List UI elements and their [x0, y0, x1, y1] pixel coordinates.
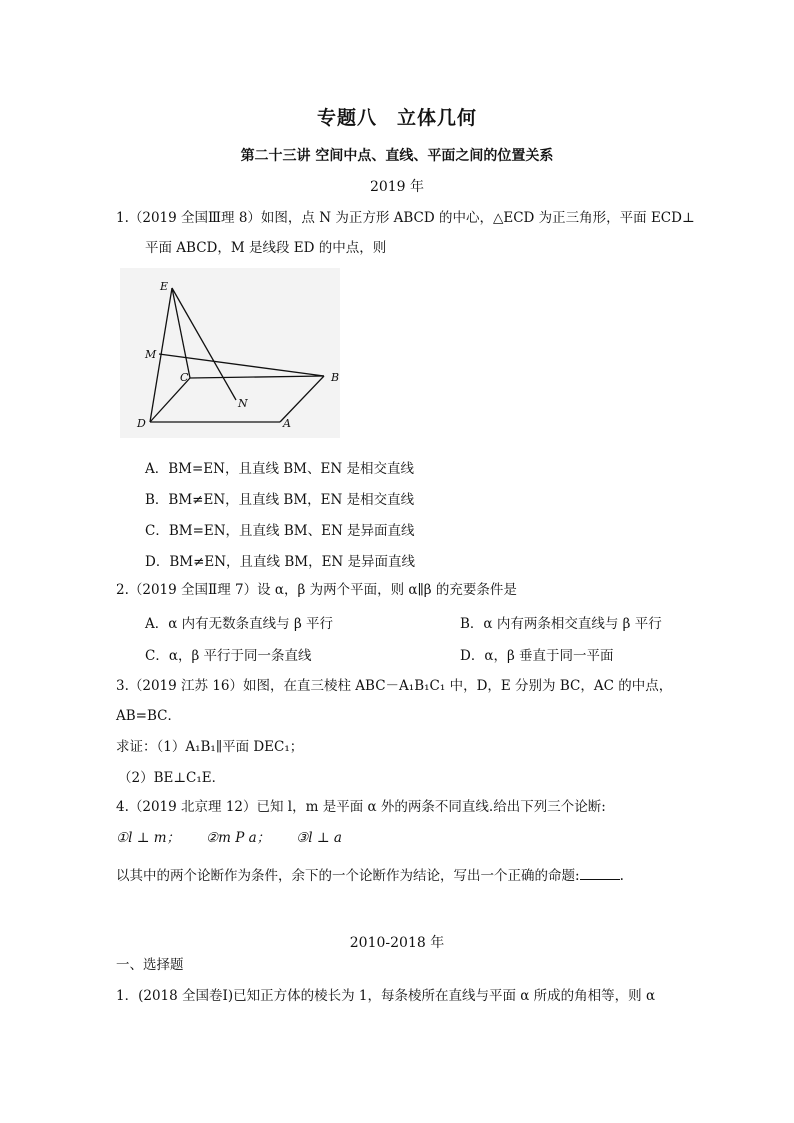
answer-blank[interactable]	[580, 867, 620, 880]
year-heading-2019: 2019 年	[369, 179, 425, 195]
q4-instruction	[116, 866, 624, 886]
edge-C-B	[190, 376, 324, 378]
q4-statements	[116, 828, 342, 848]
q2-option-d: D．α，β 垂直于同一平面	[460, 648, 614, 664]
label-D: D	[137, 417, 146, 430]
label-M: M	[145, 348, 157, 361]
edge-E-C	[172, 288, 190, 378]
q1-option-d: D．BM≠EN，且直线 BM，EN 是异面直线	[145, 554, 416, 570]
q4-statement-1: ①l ⊥ m；	[116, 830, 180, 846]
label-B: B	[331, 371, 340, 384]
q4-stem: 4.（2019 北京理 12）已知 l，m 是平面 α 外的两条不同直线.给出下列三个论断:	[116, 799, 606, 815]
year-heading-2010-2018: 2010-2018 年	[349, 935, 445, 951]
q3-stem-line1: 3.（2019 江苏 16）如图，在直三棱柱 ABC－A₁B₁C₁ 中，D，E 分别为 BC，AC 的中点，	[116, 678, 673, 694]
q2-stem: 2.（2019 全国Ⅱ理 7）设 α，β 为两个平面，则 α∥β 的充要条件是	[116, 582, 517, 598]
q2-option-a: A．α 内有无数条直线与 β 平行	[145, 616, 334, 632]
q3-stem-line2: AB=BC．	[116, 708, 181, 724]
label-A: A	[283, 417, 291, 430]
section-heading-choice: 一、选择题	[116, 957, 184, 973]
q4-statement-2: ②m P a；	[206, 830, 271, 846]
q1-geometry-diagram	[120, 268, 340, 438]
q3-proof-1: 求证：（1）A₁B₁∥平面 DEC₁；	[116, 739, 304, 755]
q3-proof-2: （2）BE⊥C₁E．	[118, 770, 226, 786]
q1-stem-line1: 1.（2019 全国Ⅲ理 8）如图，点 N 为正方形 ABCD 的中心，△ECD 为正三角形，平面 ECD⊥	[116, 210, 695, 226]
page-title: 专题八 立体几何	[316, 107, 477, 129]
q1-option-b: B．BM≠EN，且直线 BM，EN 是相交直线	[145, 492, 415, 508]
q1-stem-line2: 平面 ABCD，M 是线段 ED 的中点，则	[145, 240, 387, 256]
q1-option-a: A．BM=EN，且直线 BM、EN 是相交直线	[145, 461, 414, 477]
q4-instruction-text: 以其中的两个论断作为条件，余下的一个论断作为结论，写出一个正确的命题:	[116, 868, 580, 884]
q2-option-c: C．α，β 平行于同一条直线	[145, 648, 312, 664]
q4-instruction-end: .	[619, 868, 624, 884]
lecture-subtitle: 第二十三讲 空间中点、直线、平面之间的位置关系	[240, 148, 554, 164]
q1-figure	[120, 268, 340, 438]
label-E: E	[160, 280, 169, 293]
label-N: N	[238, 397, 248, 410]
label-C: C	[180, 371, 189, 384]
s2-q1-stem: 1．(2018 全国卷Ⅰ)已知正方体的棱长为 1，每条棱所在直线与平面 α 所成的角相等，则 α	[116, 988, 656, 1004]
q1-option-c: C．BM=EN，且直线 BM、EN 是异面直线	[145, 523, 415, 539]
q4-statement-3: ③l ⊥ a	[296, 830, 342, 846]
q2-option-b: B．α 内有两条相交直线与 β 平行	[460, 616, 662, 632]
edge-A-B	[280, 376, 324, 422]
